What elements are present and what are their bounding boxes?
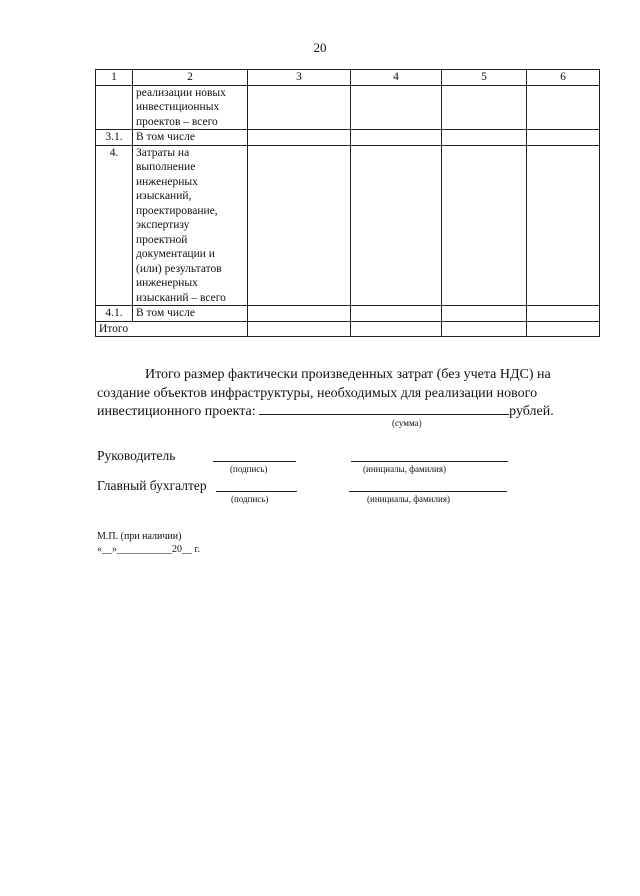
table-row xyxy=(96,306,600,322)
table-cell xyxy=(442,130,527,146)
initials-caption: (инициалы, фамилия) xyxy=(363,464,446,474)
total-row xyxy=(96,321,600,337)
row-number xyxy=(96,85,133,130)
row-text-line: инженерных xyxy=(136,175,198,188)
row-text-line: экспертизу xyxy=(136,219,190,231)
column-header: 5 xyxy=(442,70,527,86)
currency-label: рублей. xyxy=(509,404,554,419)
column-header: 3 xyxy=(248,70,351,86)
column-header: 4 xyxy=(351,70,442,86)
signature-caption: (подпись) xyxy=(230,464,268,474)
row-number: 4.1. xyxy=(96,306,133,322)
column-header: 2 xyxy=(133,70,248,86)
row-text-line: инвестиционных xyxy=(136,101,220,113)
accountant-initials-line xyxy=(349,491,507,492)
row-text-line: проектной xyxy=(136,233,188,246)
summary-paragraph xyxy=(97,366,599,422)
row-text-line: проектирование, xyxy=(136,204,218,217)
summary-line: инвестиционного проекта: xyxy=(97,404,256,419)
table-cell xyxy=(248,85,351,130)
row-text-line: изысканий, xyxy=(136,190,192,202)
table-cell xyxy=(442,145,527,306)
row-text-line: реализации новых xyxy=(136,86,226,99)
row-text-line: проектов – всего xyxy=(136,115,218,128)
row-text-line: В том числе xyxy=(136,131,195,143)
row-description xyxy=(133,85,248,130)
table-cell xyxy=(351,321,442,337)
row-description xyxy=(133,130,248,146)
row-description xyxy=(133,306,248,322)
table-cell xyxy=(442,85,527,130)
table-row xyxy=(96,130,600,146)
row-number: 3.1. xyxy=(96,130,133,146)
table-row xyxy=(96,85,600,130)
table-cell xyxy=(527,130,600,146)
initials-caption: (инициалы, фамилия) xyxy=(367,494,450,504)
table-cell xyxy=(351,85,442,130)
table-row xyxy=(96,145,600,306)
table-cell xyxy=(527,321,600,337)
row-text-line: (или) результатов xyxy=(136,262,222,275)
table-cell xyxy=(351,145,442,306)
table-cell xyxy=(248,130,351,146)
total-label: Итого xyxy=(96,321,248,337)
row-text-line: выполнение xyxy=(136,161,196,173)
head-label: Руководитель xyxy=(97,448,176,463)
column-header: 6 xyxy=(527,70,600,86)
accountant-label: Главный бухгалтер xyxy=(97,478,207,493)
table-cell xyxy=(527,85,600,130)
table-cell xyxy=(442,306,527,322)
page-number: 20 xyxy=(313,40,327,55)
row-text-line: изысканий – всего xyxy=(136,291,226,304)
summary-line: Итого размер фактически произведенных затрат (без учета НДС) на xyxy=(145,367,551,382)
row-number: 4. xyxy=(96,145,133,306)
table-cell xyxy=(248,321,351,337)
sum-blank-line xyxy=(259,414,509,415)
expenses-table xyxy=(95,69,600,337)
head-signature-line xyxy=(213,461,296,462)
table-cell xyxy=(351,306,442,322)
table-cell xyxy=(248,306,351,322)
row-description xyxy=(133,145,248,306)
table-cell xyxy=(527,145,600,306)
row-text-line: Затраты на xyxy=(136,146,190,159)
table-cell xyxy=(442,321,527,337)
signature-caption: (подпись) xyxy=(231,494,269,504)
summary-line: создание объектов инфраструктуры, необходимых для реализации нового xyxy=(97,385,538,401)
row-text-line: документации и xyxy=(136,248,215,260)
head-initials-line xyxy=(351,461,508,462)
accountant-signature-line xyxy=(216,491,297,492)
table-cell xyxy=(351,130,442,146)
column-header: 1 xyxy=(96,70,133,86)
stamp-label: М.П. (при наличии) xyxy=(97,531,182,542)
table-header-row xyxy=(96,70,600,86)
table-cell xyxy=(527,306,600,322)
sum-caption: (сумма) xyxy=(392,418,422,428)
row-text-line: инженерных xyxy=(136,277,198,289)
row-text-line: В том числе xyxy=(136,307,195,319)
table-cell xyxy=(248,145,351,306)
date-line: «__»___________20__ г. xyxy=(97,544,200,555)
